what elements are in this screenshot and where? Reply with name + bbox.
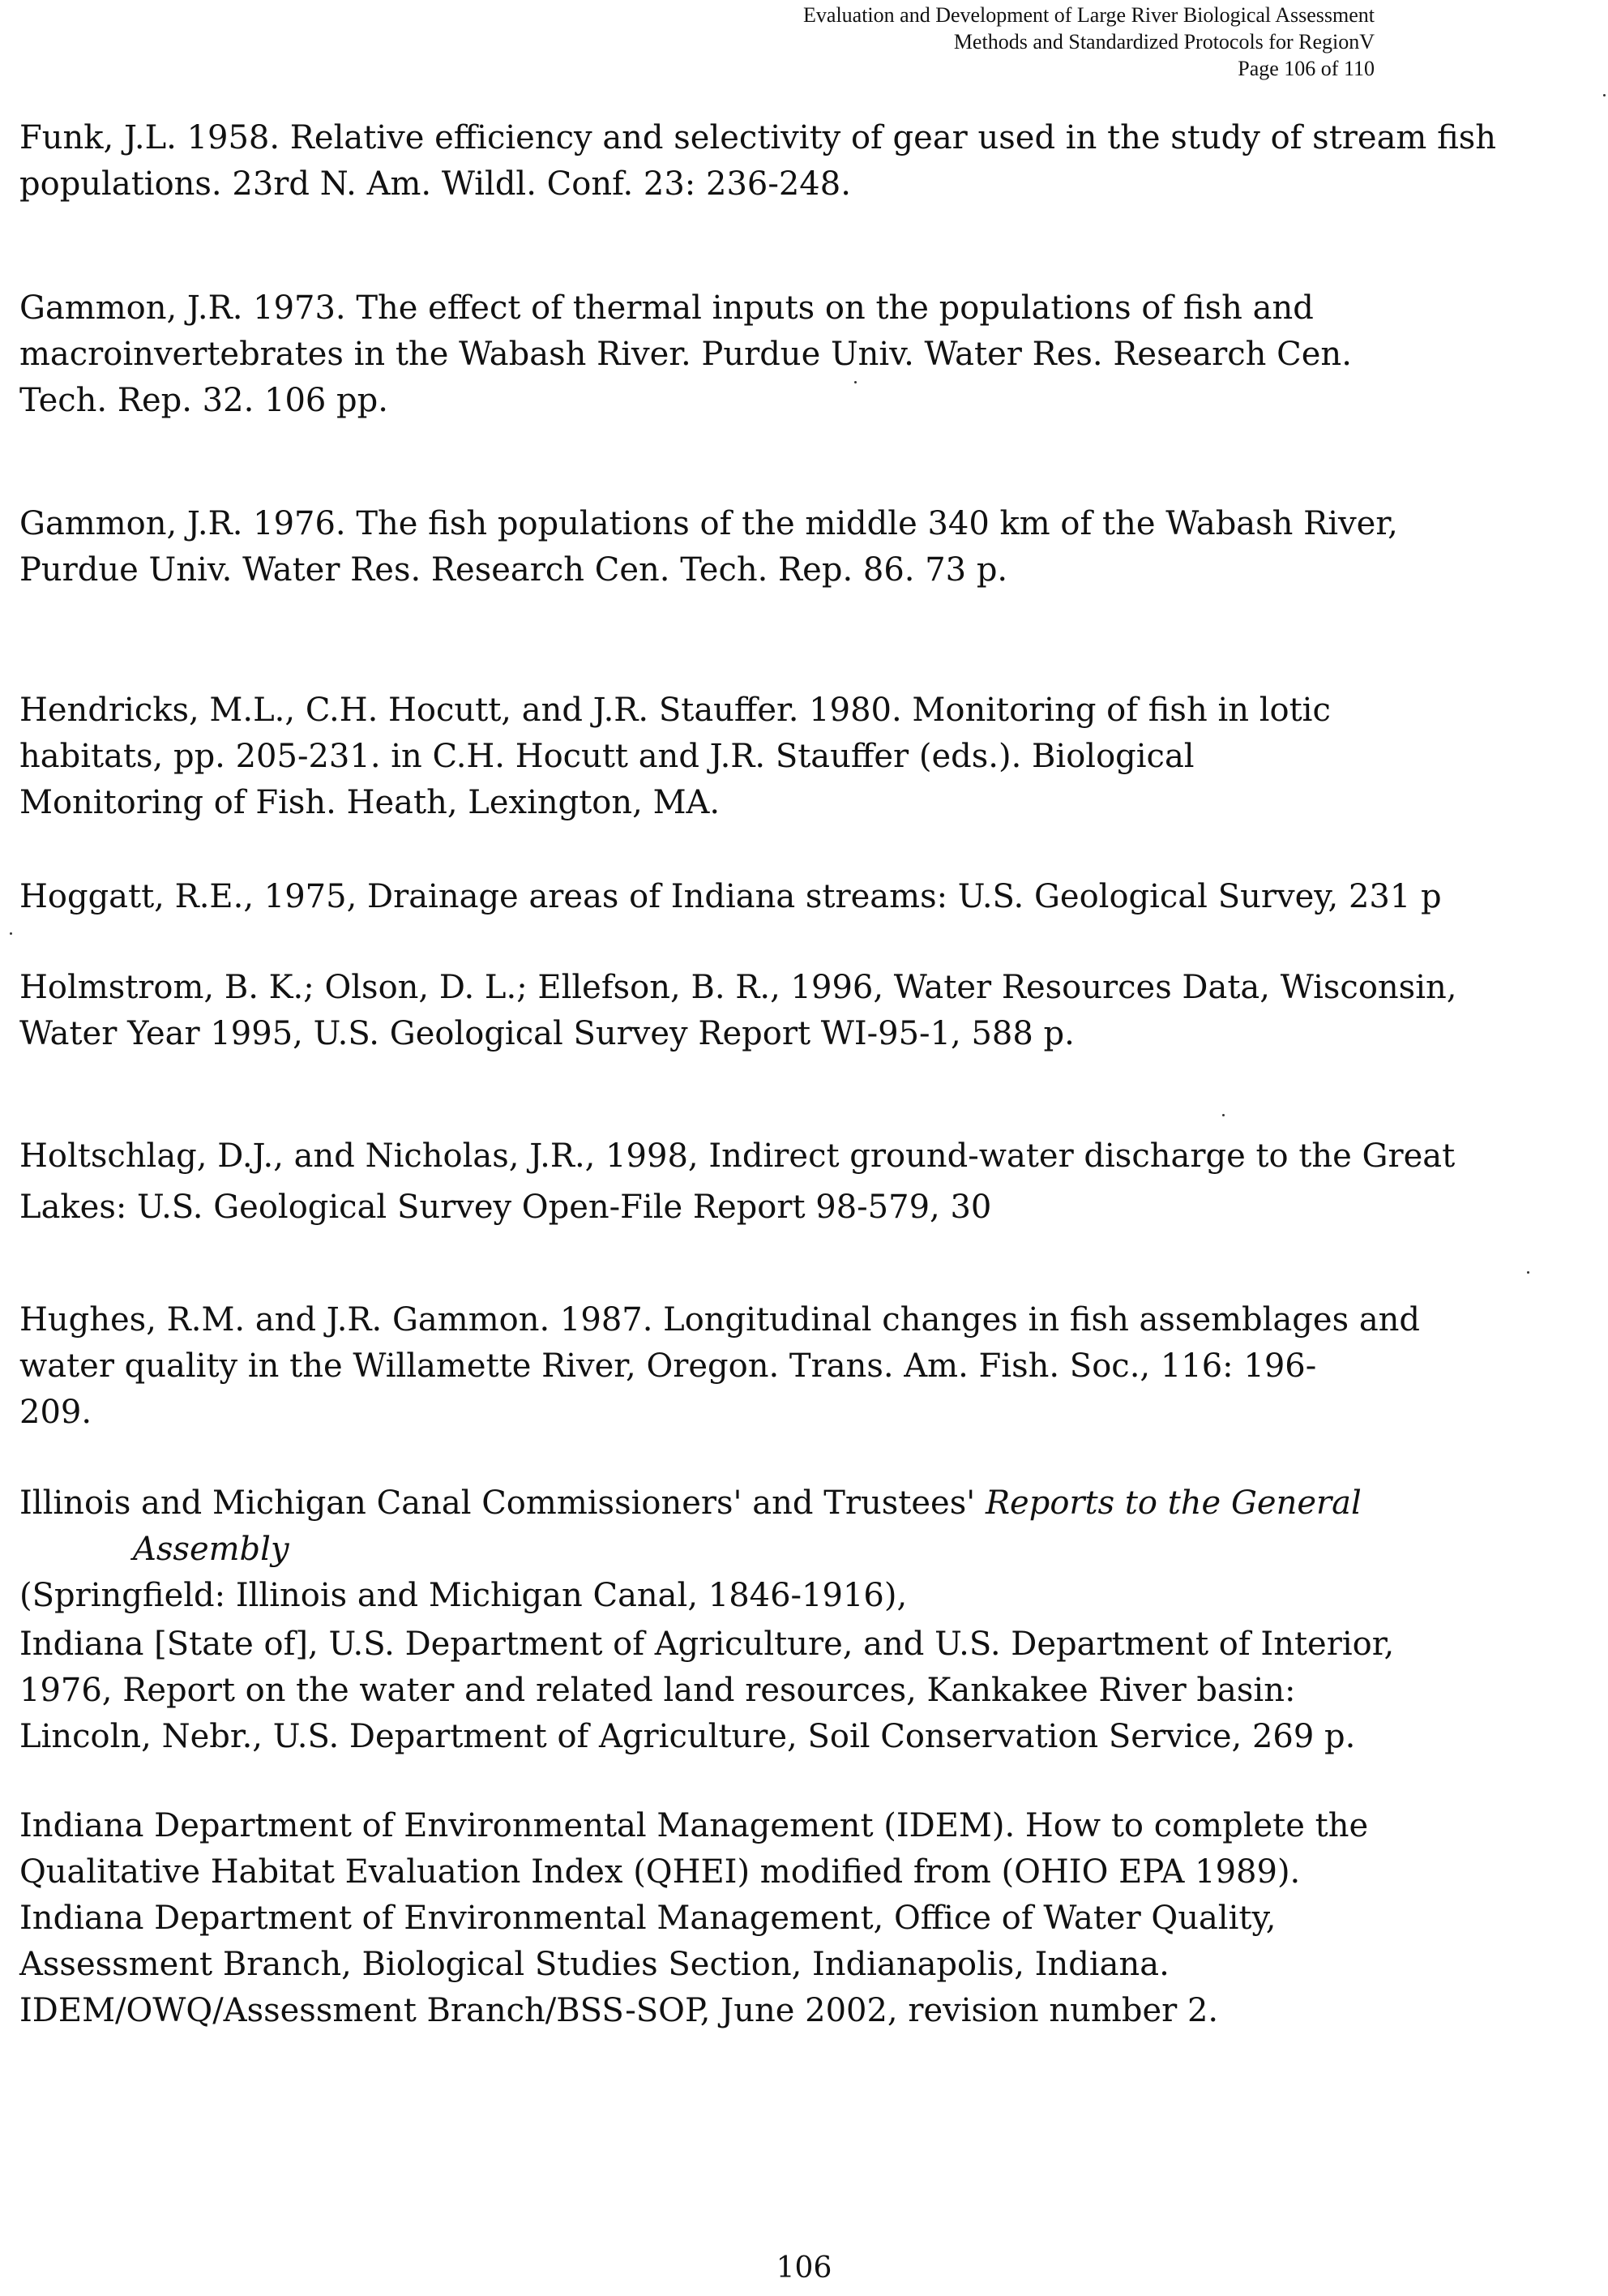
reference-line: Hendricks, M.L., C.H. Hocutt, and J.R. Stauffer. 1980. Monitoring of fish in lotic [19, 692, 1331, 729]
reference-entry [19, 1480, 1511, 1619]
reference-entry [19, 965, 1511, 1057]
reference-italic-title: Reports to the General Assembly [133, 1484, 1362, 1568]
reference-line: Water Year 1995, U.S. Geological Survey Report WI-95-1, 588 p. [19, 1015, 1075, 1052]
header-line-subtitle: Methods and Standardized Protocols for RegionV [953, 30, 1375, 54]
reference-line: Gammon, J.R. 1973. The effect of thermal inputs on the populations of fish and [19, 289, 1314, 327]
reference-entry [19, 874, 1511, 920]
header-line-title: Evaluation and Development of Large River Biological Assessment [803, 3, 1375, 27]
reference-entry [19, 688, 1511, 826]
reference-line: 209. [19, 1394, 92, 1431]
reference-line: Gammon, J.R. 1976. The fish populations of the middle 340 km of the Wabash River, [19, 505, 1398, 542]
scan-speck [1603, 94, 1606, 96]
reference-line: macroinvertebrates in the Wabash River. Purdue Univ. Water Res. Research Cen. [19, 336, 1352, 373]
header-line-page: Page 106 of 110 [1238, 57, 1375, 80]
reference-entry [19, 285, 1511, 424]
reference-entry [19, 1621, 1511, 1760]
reference-line: habitats, pp. 205-231. in C.H. Hocutt and J.R. Stauffer (eds.). Biological [19, 738, 1195, 775]
reference-line: Hughes, R.M. and J.R. Gammon. 1987. Longitudinal changes in fish assemblages and [19, 1301, 1421, 1339]
running-header [564, 2, 1375, 82]
reference-line: Indiana [State of], U.S. Department of Agriculture, and U.S. Department of Interior, [19, 1626, 1395, 1663]
reference-entry [19, 1297, 1511, 1436]
reference-line: 1976, Report on the water and related land resources, Kankakee River basin: [19, 1672, 1296, 1709]
reference-line: Hoggatt, R.E., 1975, Drainage areas of Indiana streams: U.S. Geological Survey, 231 p [19, 878, 1442, 915]
reference-text: Illinois and Michigan Canal Commissioners' and Trustees' [19, 1484, 986, 1522]
reference-line: Monitoring of Fish. Heath, Lexington, MA. [19, 784, 721, 821]
scan-speck [10, 932, 12, 935]
reference-entry [19, 1803, 1511, 2034]
reference-line: Indiana Department of Environmental Management, Office of Water Quality, [19, 1900, 1277, 1937]
reference-line: Funk, J.L. 1958. Relative efficiency and selectivity of gear used in the study of stream fish [19, 119, 1497, 156]
reference-line: populations. 23rd N. Am. Wildl. Conf. 23: 236-248. [19, 165, 851, 203]
reference-line: Purdue Univ. Water Res. Research Cen. Tech. Rep. 86. 73 p. [19, 551, 1008, 589]
reference-line: Lakes: U.S. Geological Survey Open-File Report 98-579, 30 [19, 1189, 992, 1226]
scan-speck [1527, 1271, 1529, 1274]
reference-line: Qualitative Habitat Evaluation Index (QHEI) modified from (OHIO EPA 1989). [19, 1853, 1301, 1891]
reference-line: Tech. Rep. 32. 106 pp. [19, 382, 388, 419]
page-number: 106 [776, 2251, 832, 2285]
reference-line: Indiana Department of Environmental Management (IDEM). How to complete the [19, 1807, 1369, 1844]
reference-line: IDEM/OWQ/Assessment Branch/BSS-SOP, June 2002, revision number 2. [19, 1992, 1219, 2029]
reference-line: Holmstrom, B. K.; Olson, D. L.; Ellefson, B. R., 1996, Water Resources Data, Wisconsin, [19, 969, 1457, 1006]
reference-line [19, 1480, 1511, 1573]
reference-line: Assessment Branch, Biological Studies Section, Indianapolis, Indiana. [19, 1946, 1170, 1983]
scan-speck [1222, 1114, 1225, 1116]
reference-line: (Springfield: Illinois and Michigan Canal, 1846-1916), [19, 1577, 908, 1614]
reference-line: Holtschlag, D.J., and Nicholas, J.R., 1998, Indirect ground-water discharge to the Great [19, 1137, 1456, 1175]
reference-line: Lincoln, Nebr., U.S. Department of Agriculture, Soil Conservation Service, 269 p. [19, 1718, 1356, 1755]
reference-entry [19, 1133, 1511, 1231]
reference-line: water quality in the Willamette River, Oregon. Trans. Am. Fish. Soc., 116: 196- [19, 1347, 1317, 1385]
reference-entry [19, 115, 1511, 208]
scan-speck [854, 381, 857, 383]
reference-entry [19, 501, 1511, 593]
